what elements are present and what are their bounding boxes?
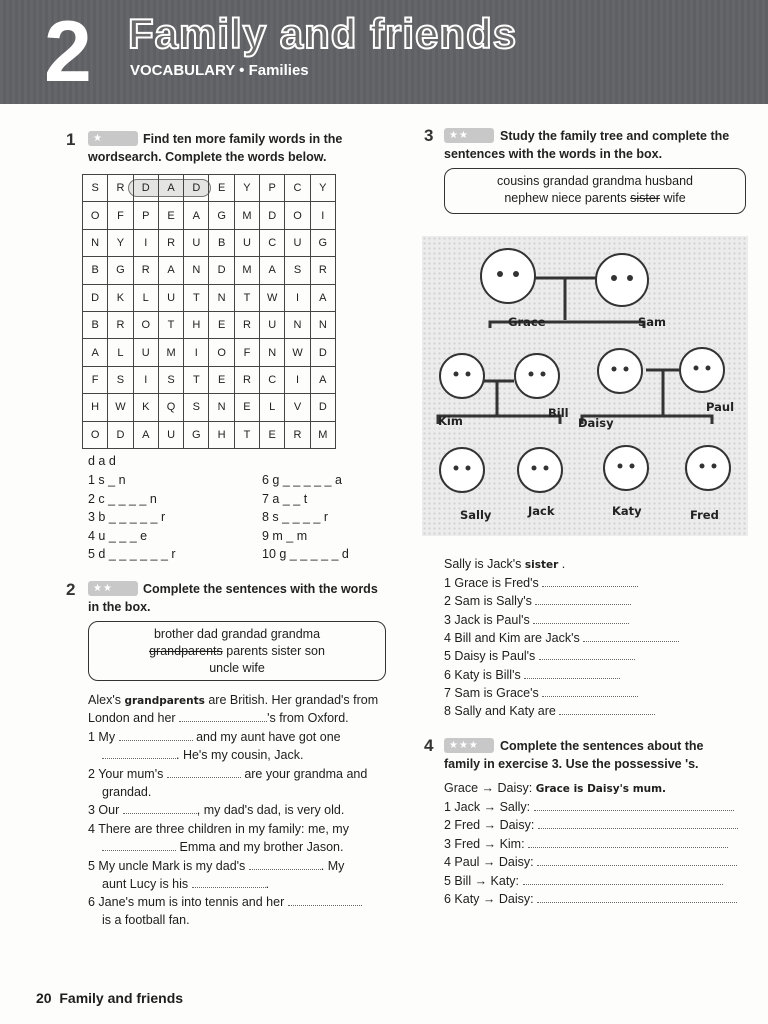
- answer-blank[interactable]: [102, 748, 176, 759]
- grid-cell[interactable]: R: [158, 229, 183, 256]
- ex2-box-line-2: grandparents parents sister son: [149, 644, 325, 658]
- grid-row: [83, 339, 336, 366]
- ex2-item-2-cont: grandad.: [102, 785, 152, 799]
- ex3-item: 4 Bill and Kim are Jack's: [444, 630, 679, 647]
- ex1-instruction-2: wordsearch. Complete the words below.: [88, 150, 327, 164]
- ex2-item-2: 2 Your mum's are your grandma and: [88, 767, 368, 781]
- family-tree-illustration: [422, 236, 748, 536]
- grid-cell[interactable]: N: [209, 394, 234, 421]
- ex1-word-item: 4 u _ _ _ e: [88, 528, 148, 543]
- grid-cell[interactable]: N: [260, 339, 285, 366]
- ex3-stars: ★★: [444, 128, 494, 143]
- answer-blank[interactable]: [537, 892, 737, 903]
- grid-cell[interactable]: R: [285, 421, 310, 448]
- grid-cell[interactable]: D: [108, 421, 133, 448]
- grid-cell[interactable]: Y: [310, 175, 335, 202]
- grid-row: [83, 284, 336, 311]
- grid-cell[interactable]: A: [133, 421, 158, 448]
- grid-cell[interactable]: Y: [108, 229, 133, 256]
- person-label: Katy: [612, 504, 642, 518]
- ex2-stars: ★★: [88, 581, 138, 596]
- ex4-stars: ★★★: [444, 738, 494, 753]
- grid-cell[interactable]: C: [285, 175, 310, 202]
- ex2-item-1-cont: . He's my cousin, Jack.: [102, 747, 303, 764]
- ex3-box-line-2: nephew niece parents sister wife: [504, 191, 686, 205]
- unit-header: [0, 0, 768, 104]
- ex4-item: 6 Katy → Daisy:: [444, 891, 737, 908]
- ex4-item: 2 Fred → Daisy:: [444, 817, 738, 834]
- answer-blank[interactable]: [542, 686, 638, 697]
- grid-cell[interactable]: A: [158, 175, 183, 202]
- grid-cell[interactable]: I: [184, 339, 209, 366]
- grid-cell[interactable]: U: [133, 339, 158, 366]
- person-label: Sally: [460, 508, 492, 522]
- ex2-example-line-2: London and her 's from Oxford.: [88, 711, 349, 725]
- grid-cell[interactable]: T: [234, 284, 259, 311]
- ex3-box-used-word: sister: [630, 191, 660, 205]
- answer-blank[interactable]: [537, 855, 737, 866]
- grid-row: [83, 394, 336, 421]
- grid-cell[interactable]: G: [310, 229, 335, 256]
- grid-cell[interactable]: I: [133, 229, 158, 256]
- ex3-item: 7 Sam is Grace's: [444, 685, 638, 702]
- ex3-instruction-2: sentences with the words in the box.: [444, 147, 663, 161]
- answer-blank[interactable]: [288, 895, 362, 906]
- ex3-item: 5 Daisy is Paul's: [444, 648, 635, 665]
- ex1-word-item: 3 b _ _ _ _ _ r: [88, 510, 166, 524]
- unit-subtitle: VOCABULARY • Families: [130, 62, 309, 79]
- grid-cell[interactable]: I: [310, 202, 335, 229]
- grid-cell[interactable]: E: [234, 394, 259, 421]
- ex4-item: 5 Bill → Katy:: [444, 873, 723, 890]
- person-label: Bill: [548, 406, 569, 420]
- wordsearch-grid: [82, 174, 336, 449]
- grid-cell[interactable]: I: [285, 366, 310, 393]
- ex1-word-item: 2 c _ _ _ _ n: [88, 491, 157, 506]
- ex2-item-6-cont: is a football fan.: [102, 913, 190, 927]
- ex2-word-box: [88, 621, 386, 681]
- unit-title: Family and friends: [128, 10, 518, 57]
- grid-cell[interactable]: F: [234, 339, 259, 366]
- footer-title: Family and friends: [59, 990, 184, 1006]
- grid-cell[interactable]: H: [83, 394, 108, 421]
- grid-cell[interactable]: N: [209, 284, 234, 311]
- grid-cell[interactable]: C: [260, 366, 285, 393]
- grid-cell[interactable]: M: [310, 421, 335, 448]
- grid-cell[interactable]: E: [209, 311, 234, 338]
- ex2-number: 2: [66, 580, 76, 599]
- grid-cell[interactable]: E: [209, 366, 234, 393]
- ex1-word-item: 7 a _ _ t: [262, 491, 308, 506]
- grid-cell[interactable]: L: [133, 284, 158, 311]
- ex2-item-5-cont: aunt Lucy is his .: [102, 877, 270, 891]
- ex3-instruction-1: Study the family tree and complete the: [500, 129, 730, 143]
- grid-cell[interactable]: N: [310, 311, 335, 338]
- grid-cell[interactable]: I: [133, 366, 158, 393]
- ex3-item: 3 Jack is Paul's: [444, 612, 629, 629]
- answer-blank[interactable]: [102, 840, 176, 851]
- ex4-item: 4 Paul → Daisy:: [444, 854, 737, 871]
- grid-row: [83, 257, 336, 284]
- ex3-number: 3: [424, 126, 434, 145]
- grid-cell[interactable]: E: [158, 202, 183, 229]
- ex1-word-item: 10 g _ _ _ _ _ d: [262, 547, 349, 561]
- ex1-word-item: 6 g _ _ _ _ _ a: [262, 473, 342, 487]
- grid-cell[interactable]: O: [285, 202, 310, 229]
- grid-cell[interactable]: T: [234, 421, 259, 448]
- grid-cell[interactable]: W: [285, 339, 310, 366]
- grid-cell[interactable]: K: [108, 284, 133, 311]
- grid-cell[interactable]: G: [209, 202, 234, 229]
- ex3-item: 8 Sally and Katy are: [444, 703, 655, 720]
- grid-cell[interactable]: U: [184, 229, 209, 256]
- ex2-example-answer: grandparents: [124, 695, 205, 707]
- grid-cell[interactable]: B: [83, 257, 108, 284]
- grid-cell[interactable]: I: [285, 284, 310, 311]
- grid-cell[interactable]: H: [184, 311, 209, 338]
- grid-cell[interactable]: E: [209, 175, 234, 202]
- grid-cell[interactable]: D: [83, 284, 108, 311]
- ex2-instruction-2: in the box.: [88, 600, 151, 614]
- ex3-example: Sally is Jack's sister .: [444, 557, 566, 571]
- ex2-item-3: 3 Our , my dad's dad, is very old.: [88, 803, 345, 817]
- grid-cell[interactable]: N: [184, 257, 209, 284]
- grid-cell[interactable]: A: [158, 257, 183, 284]
- person-label: Fred: [690, 508, 719, 522]
- grid-cell[interactable]: A: [184, 202, 209, 229]
- grid-cell[interactable]: D: [184, 175, 209, 202]
- grid-cell[interactable]: G: [108, 257, 133, 284]
- grid-cell[interactable]: O: [83, 421, 108, 448]
- grid-cell[interactable]: T: [184, 366, 209, 393]
- answer-blank[interactable]: [523, 874, 723, 885]
- page-number: 20: [36, 990, 52, 1006]
- grid-cell[interactable]: Y: [234, 175, 259, 202]
- ex3-item: 2 Sam is Sally's: [444, 593, 631, 610]
- grid-cell[interactable]: T: [158, 311, 183, 338]
- grid-cell[interactable]: T: [184, 284, 209, 311]
- grid-cell[interactable]: S: [184, 394, 209, 421]
- grid-cell[interactable]: A: [310, 366, 335, 393]
- ex3-item: 6 Katy is Bill's: [444, 667, 620, 684]
- ex1-word-item: 5 d _ _ _ _ _ _ r: [88, 547, 176, 561]
- grid-cell[interactable]: C: [260, 229, 285, 256]
- ex1-number: 1: [66, 130, 76, 149]
- page-footer: [36, 990, 183, 1006]
- ex2-example-line-1: Alex's grandparents are British. Her grandad's from: [88, 693, 379, 707]
- grid-cell[interactable]: U: [260, 311, 285, 338]
- answer-blank[interactable]: [542, 576, 638, 587]
- grid-cell[interactable]: U: [285, 229, 310, 256]
- grid-cell[interactable]: W: [108, 394, 133, 421]
- grid-cell[interactable]: S: [158, 366, 183, 393]
- ex3-box-line-1: cousins grandad grandma husband: [497, 174, 693, 188]
- person-label: Paul: [706, 400, 735, 414]
- grid-cell[interactable]: D: [133, 175, 158, 202]
- answer-blank[interactable]: [528, 837, 728, 848]
- grid-cell[interactable]: Q: [158, 394, 183, 421]
- grid-cell[interactable]: R: [108, 175, 133, 202]
- ex1-word-item: 1 s _ n: [88, 473, 126, 487]
- ex3-example-answer: sister: [524, 559, 559, 571]
- ex2-item-1: 1 My and my aunt have got one: [88, 730, 341, 744]
- grid-cell[interactable]: R: [310, 257, 335, 284]
- answer-blank[interactable]: [538, 818, 738, 829]
- ex4-item: 3 Fred → Kim:: [444, 836, 728, 853]
- answer-blank[interactable]: [192, 877, 266, 888]
- grid-cell[interactable]: O: [133, 311, 158, 338]
- ex4-example: Grace → Daisy: Grace is Daisy's mum.: [444, 781, 667, 795]
- answer-blank[interactable]: [533, 613, 629, 624]
- grid-row: [83, 202, 336, 229]
- ex2-instruction-1: Complete the sentences with the words: [143, 582, 378, 596]
- answer-blank[interactable]: [524, 668, 620, 679]
- grid-cell[interactable]: A: [260, 257, 285, 284]
- grid-cell[interactable]: D: [310, 339, 335, 366]
- grid-cell[interactable]: U: [158, 284, 183, 311]
- grid-cell[interactable]: K: [133, 394, 158, 421]
- grid-cell[interactable]: R: [133, 257, 158, 284]
- grid-row: [83, 175, 336, 202]
- unit-number: 2: [44, 4, 92, 100]
- ex4-instruction-2: family in exercise 3. Use the possessive 's.: [444, 757, 699, 771]
- grid-cell[interactable]: S: [108, 366, 133, 393]
- grid-cell[interactable]: O: [83, 202, 108, 229]
- ex1-instruction-1: Find ten more family words in the: [143, 132, 343, 146]
- grid-cell[interactable]: H: [209, 421, 234, 448]
- answer-blank[interactable]: [583, 631, 679, 642]
- grid-cell[interactable]: R: [234, 311, 259, 338]
- grid-cell[interactable]: W: [260, 284, 285, 311]
- grid-row: [83, 366, 336, 393]
- answer-blank[interactable]: [123, 803, 197, 814]
- grid-cell[interactable]: M: [234, 202, 259, 229]
- grid-cell[interactable]: N: [285, 311, 310, 338]
- grid-cell[interactable]: P: [260, 175, 285, 202]
- answer-blank[interactable]: [167, 767, 241, 778]
- person-label: Daisy: [578, 416, 614, 430]
- answer-blank[interactable]: [179, 711, 267, 722]
- person-label: Kim: [438, 414, 463, 428]
- person-label: Sam: [638, 315, 667, 329]
- grid-cell[interactable]: F: [83, 366, 108, 393]
- grid-cell[interactable]: D: [209, 257, 234, 284]
- ex1-word-item: 9 m _ m: [262, 528, 308, 543]
- grid-cell[interactable]: E: [260, 421, 285, 448]
- person-label: Jack: [528, 504, 555, 518]
- grid-cell[interactable]: U: [234, 229, 259, 256]
- answer-blank[interactable]: [249, 859, 321, 870]
- grid-cell[interactable]: N: [83, 229, 108, 256]
- grid-cell[interactable]: A: [83, 339, 108, 366]
- ex4-example-answer: Grace is Daisy's mum.: [535, 783, 667, 795]
- grid-cell[interactable]: U: [158, 421, 183, 448]
- grid-cell[interactable]: F: [108, 202, 133, 229]
- ex1-stars: ★: [88, 131, 138, 146]
- grid-cell[interactable]: R: [108, 311, 133, 338]
- grid-cell[interactable]: S: [285, 257, 310, 284]
- ex2-item-4-cont: Emma and my brother Jason.: [102, 839, 343, 856]
- family-tree-lines: [422, 236, 748, 536]
- grid-row: [83, 311, 336, 338]
- answer-blank[interactable]: [559, 704, 655, 715]
- answer-blank[interactable]: [534, 800, 734, 811]
- ex4-item: 1 Jack → Sally:: [444, 799, 734, 816]
- grid-cell[interactable]: D: [310, 394, 335, 421]
- grid-cell[interactable]: V: [285, 394, 310, 421]
- ex3-item: 1 Grace is Fred's: [444, 575, 638, 592]
- ex2-item-4: 4 There are three children in my family: me, my: [88, 822, 349, 836]
- grid-cell[interactable]: M: [158, 339, 183, 366]
- grid-cell[interactable]: M: [234, 257, 259, 284]
- answer-blank[interactable]: [119, 730, 193, 741]
- person-label: Grace: [508, 315, 546, 329]
- grid-cell[interactable]: B: [209, 229, 234, 256]
- ex3-word-box: [444, 168, 746, 214]
- ex2-item-6: 6 Jane's mum is into tennis and her: [88, 894, 362, 911]
- grid-cell[interactable]: P: [133, 202, 158, 229]
- grid-cell[interactable]: O: [209, 339, 234, 366]
- grid-cell[interactable]: A: [310, 284, 335, 311]
- ex4-instruction-1: Complete the sentences about the: [500, 739, 704, 753]
- ex2-box-used-word: grandparents: [149, 644, 223, 658]
- grid-cell[interactable]: D: [260, 202, 285, 229]
- grid-cell[interactable]: G: [184, 421, 209, 448]
- ex2-box-line-1: brother dad grandad grandma: [153, 627, 321, 641]
- grid-cell[interactable]: R: [234, 366, 259, 393]
- grid-cell[interactable]: L: [260, 394, 285, 421]
- grid-row: [83, 229, 336, 256]
- grid-row: [83, 421, 336, 448]
- grid-cell[interactable]: S: [83, 175, 108, 202]
- answer-blank[interactable]: [539, 649, 635, 660]
- ex2-item-5: 5 My uncle Mark is my dad's . My: [88, 859, 345, 873]
- ex1-word-item: 8 s _ _ _ _ r: [262, 510, 329, 524]
- ex2-box-line-3: uncle wife: [209, 661, 265, 675]
- grid-cell[interactable]: B: [83, 311, 108, 338]
- grid-cell[interactable]: L: [108, 339, 133, 366]
- answer-blank[interactable]: [535, 594, 631, 605]
- ex1-example: d a d: [88, 454, 116, 468]
- ex4-number: 4: [424, 736, 434, 755]
